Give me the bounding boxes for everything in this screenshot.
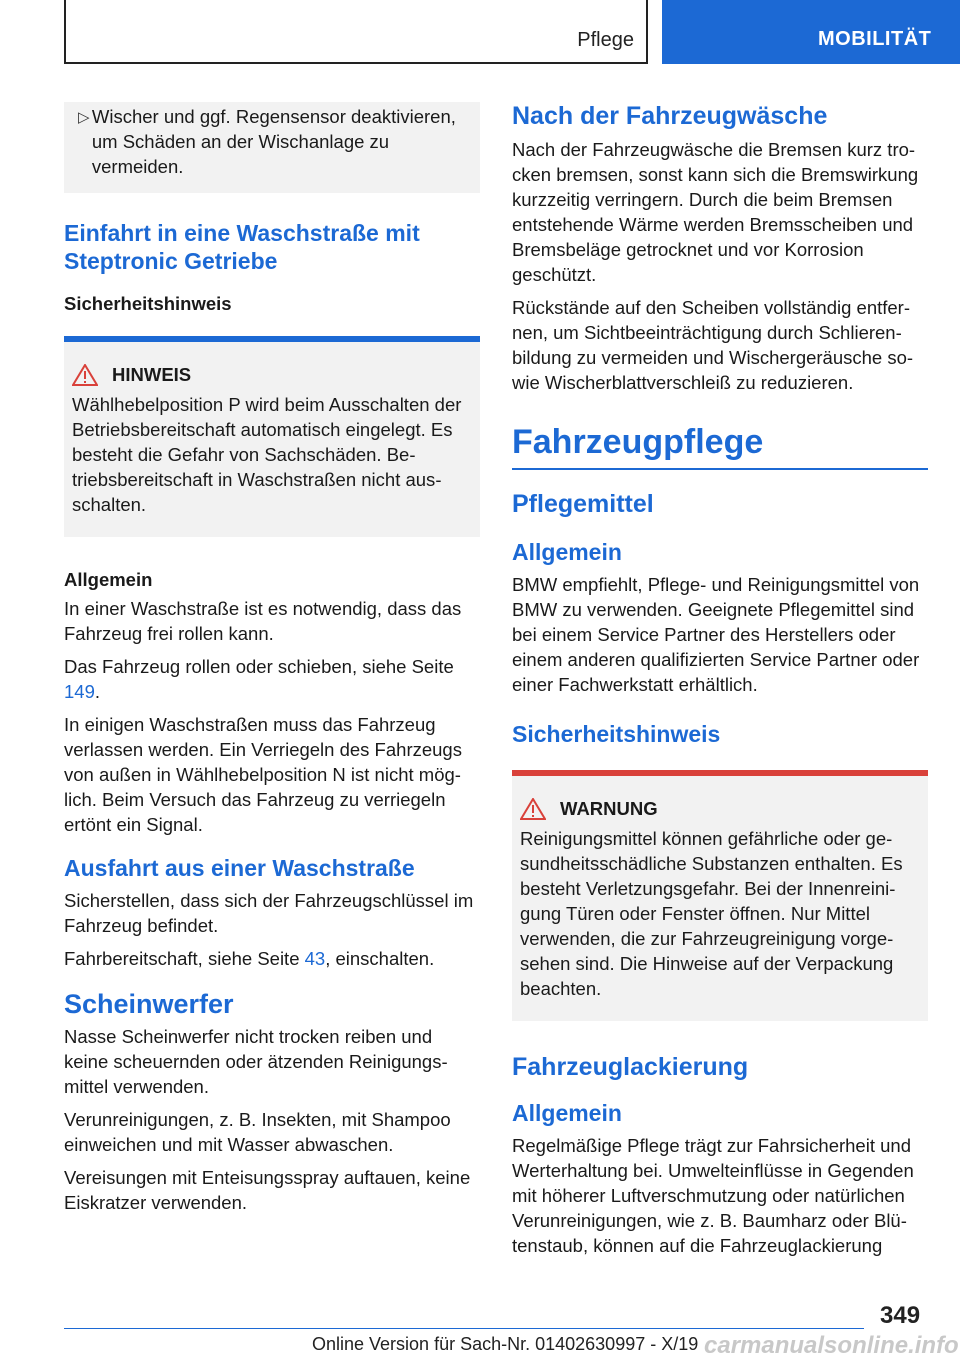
paragraph: Nasse Scheinwerfer nicht trocken reiben und keine scheuernden oder ätzenden Reinigungsmittel verwenden.	[64, 1026, 448, 1097]
header-section-box	[64, 0, 648, 64]
warning-triangle-icon	[520, 798, 546, 820]
footer-divider	[64, 1328, 864, 1329]
paragraph: In einer Waschstraße ist es notwendig, dass das Fahrzeug frei rollen kann.	[64, 598, 462, 644]
heading-sicherheitshinweis: Sicherheitshinweis	[512, 721, 721, 747]
header-section-title: Pflege	[577, 29, 634, 51]
warning-text: Reinigungsmittel können gefährliche oder gesundheitsschädliche Substanzen enthalten. Es besteht Verletzungsgefahr. Bei der Innenreinigung Türen oder Fenster öffnen. Nur Mittel verwenden, die zur Fahrzeugreinigung vorgesehen sind. Die Hinweise auf der Verpackung beachten.	[520, 828, 903, 999]
heading-fahrzeuglackierung: Fahrzeuglackierung	[512, 1053, 749, 1081]
paragraph: BMW empfiehlt, Pflege- und Reinigungsmittel von BMW zu verwenden. Geeignete Pflegemittel sind bei einem Service Partner des Herstellers oder einem anderen qualifizierten Service Partner oder einer Fachwerkstatt erhältlich.	[512, 574, 920, 695]
warning-header	[520, 798, 920, 820]
heading-einfahrt: Einfahrt in eine Waschstraße mit Steptronic Getriebe	[64, 220, 420, 274]
heading-sicherheitshinweis: Sicherheitshinweis	[64, 293, 232, 314]
heading-allgemein: Allgemein	[64, 569, 153, 590]
page-number: 349	[880, 1302, 921, 1329]
notice-label: HINWEIS	[112, 364, 192, 385]
paragraph-with-link: Fahrbereitschaft, siehe Seite 43, einschalten.	[64, 948, 435, 969]
warning-label: WARNUNG	[560, 798, 658, 819]
paragraph: Regelmäßige Pflege trägt zur Fahrsicherheit und Werterhaltung bei. Umwelteinflüsse in Gegenden mit höherer Luftverschmutzung oder natürlichen Verunreinigungen, wie z. B. Baumharz oder Blütenstaub, können auf die Fahrzeuglackierung	[512, 1135, 914, 1256]
paragraph: Nach der Fahrzeugwäsche die Bremsen kurz trocken bremsen, sonst kann sich die Bremswirkung kurzzeitig verringern. Durch die beim Bremsen entstehende Wärme werden Bremsscheiben und Bremsbeläge getrocknet und vor Korrosion geschützt.	[512, 139, 919, 285]
watermark: carmanualsonline.info	[704, 1332, 959, 1359]
paragraph-with-link: Das Fahrzeug rollen oder schieben, siehe Seite 149.	[64, 656, 454, 702]
heading-nach-waesche: Nach der Fahrzeugwäsche	[512, 102, 828, 130]
page-link-43[interactable]: 43	[304, 948, 326, 969]
paragraph: Rückstände auf den Scheiben vollständig entfernen, um Sichtbeeinträchtigung durch Schlierenbildung zu vermeiden und Wischergeräusche sowie Wischerblattverschleiß zu reduzieren.	[512, 297, 914, 393]
paragraph: Vereisungen mit Enteisungsspray auftauen, keine Eiskratzer verwenden.	[64, 1167, 471, 1213]
heading-allgemein: Allgemein	[512, 1100, 622, 1126]
header-chapter-tab: MOBILITÄT	[662, 0, 960, 64]
paragraph: In einigen Waschstraßen muss das Fahrzeug verlassen werden. Ein Verriegeln des Fahrzeugs von außen in Wählhebelposition N ist nicht möglich. Beim Versuch das Fahrzeug zu verriegeln ertönt ein Signal.	[64, 714, 462, 835]
warning-box	[512, 770, 928, 1021]
chapter-heading-wrap	[512, 423, 928, 470]
heading-allgemein: Allgemein	[512, 539, 622, 565]
step-triangle-icon: ▷	[78, 109, 90, 126]
paragraph: Sicherstellen, dass sich der Fahrzeugschlüssel im Fahrzeug befindet.	[64, 890, 474, 936]
notice-header	[72, 364, 472, 386]
page-link-149[interactable]: 149	[64, 681, 95, 702]
heading-scheinwerfer: Scheinwerfer	[64, 989, 234, 1019]
notice-text: Wählhebelposition P wird beim Ausschalten der Betriebsbereitschaft automatisch eingelegt. Es besteht die Gefahr von Sachschäden. Betriebsbereitschaft in Waschstraßen nicht ausschalten.	[72, 394, 462, 515]
heading-pflegemittel: Pflegemittel	[512, 490, 654, 518]
warning-triangle-icon	[72, 364, 98, 386]
left-column	[64, 102, 480, 1223]
paragraph: Verunreinigungen, z. B. Insekten, mit Shampoo einweichen und mit Wasser abwaschen.	[64, 1109, 451, 1155]
heading-ausfahrt: Ausfahrt aus einer Waschstraße	[64, 855, 415, 881]
right-column	[512, 102, 928, 1266]
step-box	[64, 102, 480, 193]
footer-text: Online Version für Sach-Nr. 01402630997 - X/19	[312, 1334, 699, 1354]
notice-box	[64, 336, 480, 537]
heading-fahrzeugpflege: Fahrzeugpflege	[512, 423, 764, 461]
step-text: Wischer und ggf. Regensensor deaktivieren, um Schäden an der Wischanlage zu vermeiden.	[91, 106, 456, 177]
